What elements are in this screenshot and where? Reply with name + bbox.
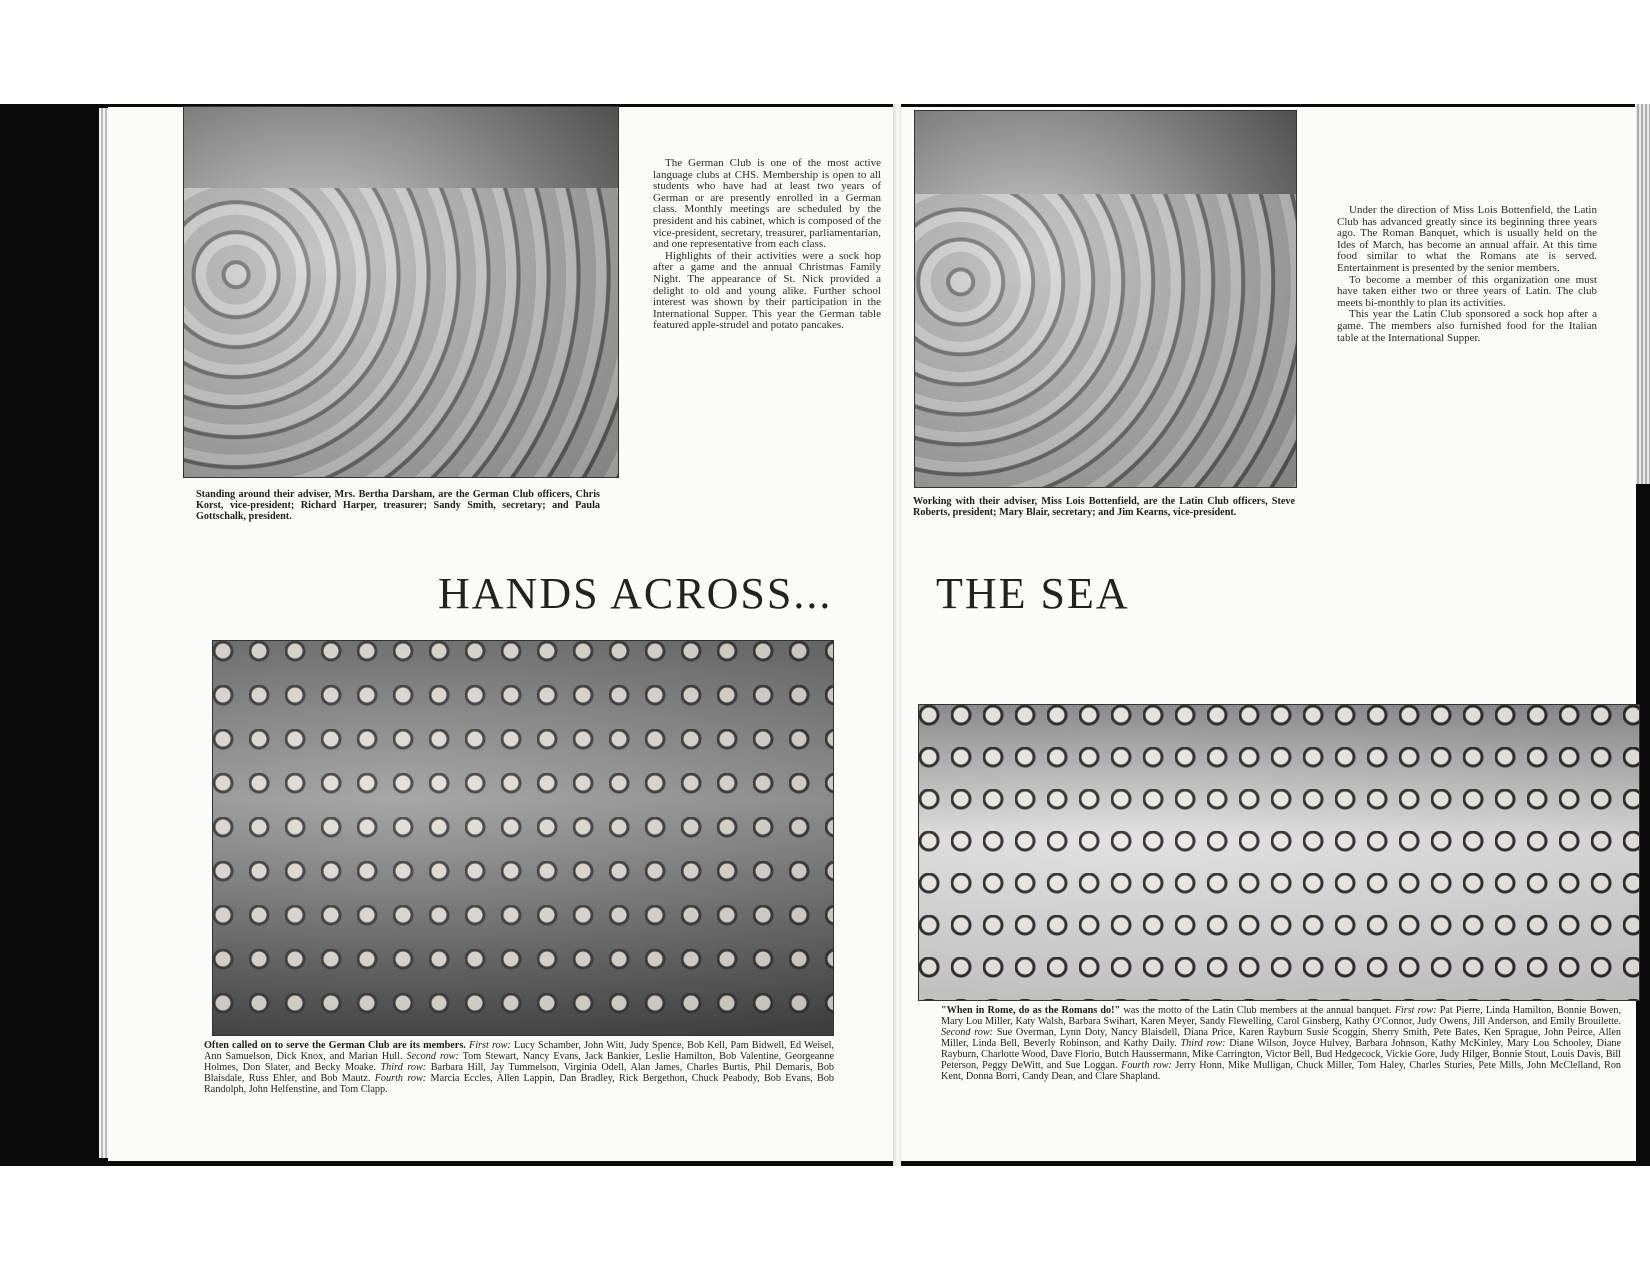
caption-row-names: Marcia Eccles, Allen Lappin, Dan Bradley, Rick Bergethon, Chuck Peabody, Bob Evans, Bob Randolph, John Helfenstine, and Tom Clapp. [204, 1073, 835, 1095]
caption-row-names: Lucy Schamber, John Witt, Judy Spence, Bob Kell, Pam Bidwell, Ed Weisel, Ann Samuelson, Dick Knox, and Marian Hull. [204, 1040, 835, 1062]
caption-row-label: Second row: [406, 1051, 459, 1062]
caption-lead: Often called on to serve the German Club are its members. [204, 1040, 466, 1051]
caption-row-label: Second row: [941, 1027, 994, 1038]
german-paragraph-2: Highlights of their activities were a sock hop after a game and the annual Christmas Family Night. The appearance of St. Nick provided a delight to old and young alike. Further school interest was shown by their participation in the International Supper. This year the German table featured apple-strudel and potato pancakes. [653, 249, 881, 332]
german-club-article [653, 158, 881, 332]
book-gutter [893, 104, 901, 1166]
caption-row-label: Fourth row: [1121, 1060, 1172, 1071]
caption-row-names: Jerry Honn, Mike Mulligan, Chuck Miller, Tom Haley, Charles Sturies, Pete Mills, John McClelland, Ron Kent, Donna Borri, Candy Dean, and Clare Shapland. [941, 1060, 1622, 1082]
german-officers-photo [183, 106, 619, 478]
latin-paragraph-1: Under the direction of Miss Lois Bottenfield, the Latin Club has advanced greatly since its beginning three years ago. The Roman Banquet, which is usually held on the Ides of March, has become an annual affair. At this time food similar to what the Romans ate is served. Entertainment is presented by the senior members. [1337, 204, 1597, 274]
german-members-caption [204, 1040, 834, 1095]
caption-row-label: Third row: [380, 1062, 427, 1073]
caption-row-names: Diane Wilson, Joyce Hulvey, Barbara Johnson, Kathy McKinley, Mary Lou Schooley, Diane Rayburn, Charlotte Wood, Dave Florio, Butch Haussermann, Mike Carrington, Victor Bell, Bud Hedgecock, Vickie Gore, Judy Hilger, Bonnie Stout, Louis Davis, Bill Peterson, Peggy DeWitt, and Sue Loggan. [941, 1038, 1622, 1071]
caption-row-label: Third row: [1180, 1038, 1226, 1049]
spread-title-right: THE SEA [936, 569, 1130, 618]
photo-figures [213, 641, 833, 1035]
photo-figures [184, 188, 618, 477]
latin-club-article [1337, 205, 1597, 344]
caption-row-names: Tom Stewart, Nancy Evans, Jack Bankier, Leslie Hamilton, Bob Valentine, Georgeanne Holmes, Don Slater, and Becky Moake. [204, 1051, 835, 1073]
latin-paragraph-3: This year the Latin Club sponsored a sock hop after a game. The members also furnished food for the Italian table at the International Supper. [1337, 308, 1597, 344]
caption-row-label: First row: [469, 1040, 511, 1051]
caption-row-names: Sue Overman, Lynn Doty, Nancy Blaisdell, Diana Price, Karen Rayburn Susie Scoggin, Sherry Smith, Pete Bates, Ken Sprague, John Peirce, Allen Miller, Linda Bell, Beverly Robinson, and Kathy Daily. [941, 1027, 1621, 1049]
latin-members-caption [941, 1005, 1621, 1082]
caption-row-names: Barbara Hill, Jay Tummelson, Virginia Odell, Alan James, Charles Burtis, Phil Demaris, Bob Blaisdale, Russ Ehler, and Bob Mautz. [204, 1062, 835, 1084]
latin-paragraph-2: To become a member of this organization one must have taken either two or three years of Latin. The club meets bi-monthly to plan its activities. [1337, 273, 1597, 309]
caption-lead: "When in Rome, do as the Romans do!" [941, 1005, 1121, 1016]
caption-row-label: Fourth row: [374, 1073, 427, 1084]
caption-row-label: First row: [1394, 1005, 1437, 1016]
latin-officers-photo [914, 110, 1297, 488]
photo-figures [919, 705, 1639, 1000]
latin-officers-caption: Working with their adviser, Miss Lois Bottenfield, are the Latin Club officers, Steve Roberts, president; Mary Blair, secretary; and Jim Kearns, vice-president. [913, 496, 1295, 518]
german-officers-caption: Standing around their adviser, Mrs. Bertha Darsham, are the German Club officers, Chris Korst, vice-president; Richard Harper, treasurer; Sandy Smith, secretary; and Paula Gottschalk, president. [196, 489, 600, 522]
caption-intro: was the motto of the Latin Club members at the annual banquet. [1123, 1005, 1392, 1016]
german-paragraph-1: The German Club is one of the most active language clubs at CHS. Membership is open to all students who have had at least two years of German or are presently enrolled in a German class. Monthly meetings are scheduled by the president and his cabinet, which is composed of the vice-president, secretary, treasurer, parliamentarian, and one representative from each class. [653, 157, 881, 251]
caption-row-names: Pat Pierre, Linda Hamilton, Bonnie Bowen, Mary Lou Miller, Katy Walsh, Barbara Swihart, Karen Meyer, Sandy Flewelling, Carol Ginsberg, Kathy O'Connor, Judy Owens, Jill Anderson, and Emily Brouilette. [941, 1005, 1622, 1027]
spread-title-left: HANDS ACROSS... [438, 569, 833, 618]
latin-members-photo [918, 704, 1640, 1001]
german-members-photo [212, 640, 834, 1036]
page-edges-right [1635, 104, 1650, 484]
photo-figures [915, 194, 1296, 487]
